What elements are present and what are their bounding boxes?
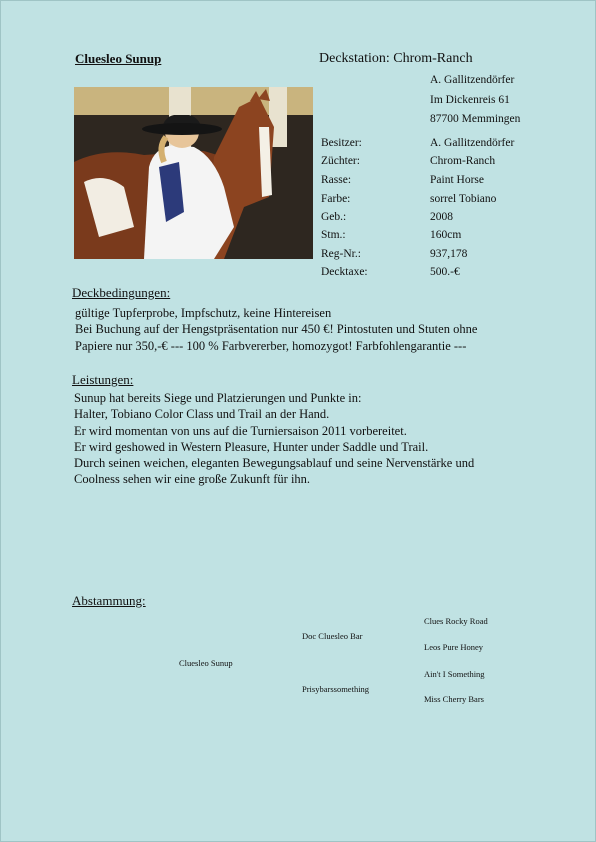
pedigree-sire-dam: Leos Pure Honey (424, 642, 484, 652)
achievements-heading: Leistungen: (72, 372, 134, 387)
label-color: Farbe: (321, 193, 351, 205)
achievements-text (74, 390, 474, 488)
label-stud-fee: Decktaxe: (321, 266, 368, 278)
conditions-line: Papiere nur 350,-€ --- 100 % Farbvererber, homozygot! Farbfohlengarantie --- (75, 338, 467, 353)
value-color: sorrel Tobiano (430, 193, 497, 205)
label-owner: Besitzer: (321, 137, 362, 149)
value-height: 160cm (430, 229, 462, 241)
pedigree-sire: Doc Cluesleo Bar (302, 631, 363, 641)
achievements-line: Er wird momentan von uns auf die Turniersaison 2011 vorbereitet. (74, 423, 407, 438)
achievements-line: Sunup hat bereits Siege und Platzierungen und Punkte in: (74, 391, 362, 405)
horse-photo-illustration (74, 87, 313, 259)
label-registration: Reg-Nr.: (321, 248, 361, 260)
pedigree-subject: Cluesleo Sunup (179, 658, 233, 668)
conditions-line: Bei Buchung auf der Hengstpräsentation nur 450 €! Pintostuten und Stuten ohne (75, 322, 478, 337)
pedigree-sire-sire: Clues Rocky Road (424, 616, 488, 626)
pedigree-dam-sire: Ain't I Something (424, 669, 485, 679)
value-birth-year: 2008 (430, 211, 453, 223)
label-height: Stm.: (321, 229, 346, 241)
horse-photo (74, 87, 313, 259)
conditions-heading: Deckbedingungen: (72, 285, 171, 300)
value-stud-fee: 500.-€ (430, 266, 460, 278)
pedigree-heading: Abstammung: (72, 593, 146, 608)
conditions-line: gültige Tupferprobe, Impfschutz, keine Hintereisen (75, 306, 332, 320)
address-line-city: 87700 Memmingen (430, 113, 521, 125)
conditions-text (75, 305, 477, 354)
pedigree-dam-dam: Miss Cherry Bars (424, 694, 484, 704)
achievements-line: Halter, Tobiano Color Class und Trail an der Hand. (74, 407, 330, 422)
achievements-line: Durch seinen weichen, eleganten Bewegungsablauf und seine Nervenstärke und (74, 456, 475, 471)
achievements-line: Er wird geshowed in Western Pleasure, Hunter under Saddle und Trail. (74, 439, 429, 454)
label-birth-year: Geb.: (321, 211, 347, 223)
label-breed: Rasse: (321, 174, 352, 186)
horse-name: Cluesleo Sunup (75, 51, 162, 66)
stud-station: Deckstation: Chrom-Ranch (319, 51, 473, 66)
label-breeder: Züchter: (321, 155, 360, 167)
address-line-name: A. Gallitzendörfer (430, 74, 515, 86)
pedigree-dam: Prisybarssomething (302, 684, 370, 694)
address-line-street: Im Dickenreis 61 (430, 94, 510, 106)
value-breed: Paint Horse (430, 174, 484, 186)
value-breeder: Chrom-Ranch (430, 155, 496, 167)
value-owner: A. Gallitzendörfer (430, 137, 515, 149)
achievements-line: Coolness sehen wir eine große Zukunft für ihn. (74, 472, 311, 487)
value-registration: 937,178 (430, 248, 468, 260)
